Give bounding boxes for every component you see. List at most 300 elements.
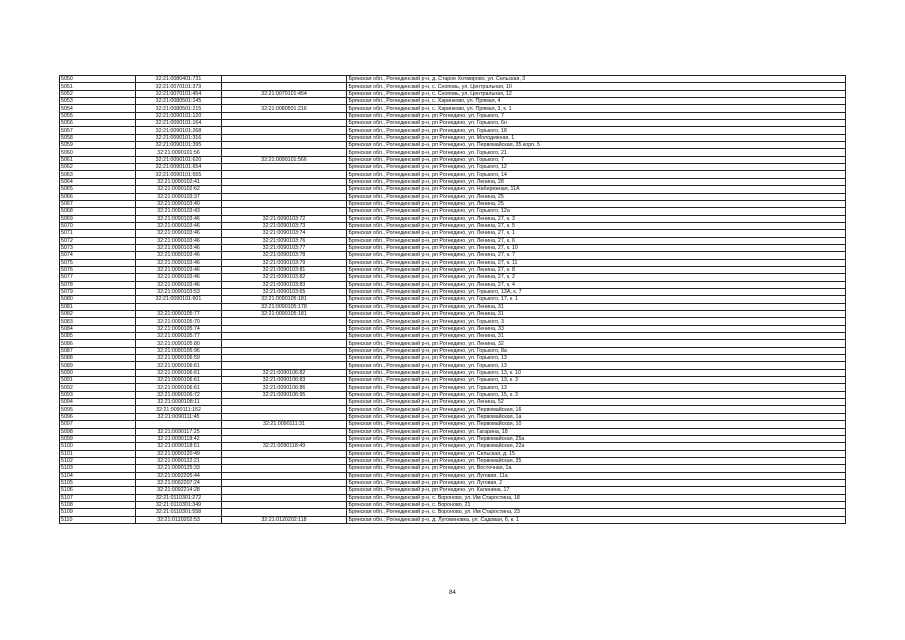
building-cadastral-cell: 32:21:0090105:181 [222, 296, 347, 303]
building-cadastral-cell [222, 435, 347, 442]
row-number-cell: 5059 [60, 142, 136, 149]
table-row [60, 156, 846, 163]
building-cadastral-cell [222, 355, 347, 362]
cadastral-number-cell: 32:21:0092207:24 [136, 479, 222, 486]
cadastral-number-cell: 32:21:0090103:37 [136, 193, 222, 200]
address-cell: Брянская обл., Рогнединский р-н, рп Рогнедино, ул. Первомайская, 22а [347, 443, 846, 450]
row-number-cell: 5058 [60, 134, 136, 141]
building-cadastral-cell: 32:21:0090103:79 [222, 259, 347, 266]
address-cell: Брянская обл., Рогнединский р-н, рп Рогнедино, ул. Луговая, 2 [347, 479, 846, 486]
cadastral-number-cell: 32:21:0090103:46 [136, 230, 222, 237]
row-number-cell: 5084 [60, 325, 136, 332]
row-number-cell: 5083 [60, 318, 136, 325]
address-cell: Брянская обл., Рогнединский р-н, с. Вороново, 21 [347, 501, 846, 508]
table-row [60, 237, 846, 244]
address-cell: Брянская обл., Рогнединский р-н, рп Рогнедино, ул. Ленина, 27, к. 2 [347, 274, 846, 281]
row-number-cell: 5054 [60, 105, 136, 112]
address-cell: Брянская обл., Рогнединский р-н, рп Рогнедино, ул. Горького, 18 [347, 127, 846, 134]
row-number-cell: 5110 [60, 516, 136, 523]
building-cadastral-cell: 32:21:0120202:118 [222, 516, 347, 523]
table-row [60, 325, 846, 332]
table-row [60, 127, 846, 134]
cadastral-number-cell: 32:21:0090103:46 [136, 281, 222, 288]
cadastral-number-cell: 32:21:0090103:43 [136, 208, 222, 215]
address-cell: Брянская обл., Рогнединский р-н, рп Рогнедино, ул. Луговая, 11а [347, 472, 846, 479]
cadastral-number-cell: 32:21:0090105:80 [136, 340, 222, 347]
address-cell: Брянская обл., Рогнединский р-н, рп Рогнедино, ул. Ленина, 27, к. 6 [347, 237, 846, 244]
table-row [60, 509, 846, 516]
address-cell: Брянская обл., Рогнединский р-н, рп Рогнедино, ул. Горького, 14 [347, 171, 846, 178]
row-number-cell: 5101 [60, 450, 136, 457]
building-cadastral-cell: 32:21:0090103:82 [222, 274, 347, 281]
cadastral-number-cell: 32:21:0092214:28 [136, 487, 222, 494]
address-cell: Брянская обл., Рогнединский р-н, с. Вороново, ул. Им Старостина, 18 [347, 494, 846, 501]
building-cadastral-cell: 32:21:0090101:566 [222, 156, 347, 163]
address-cell: Брянская обл., Рогнединский р-н, рп Рогнедино, ул. Ленина, 27, к. 1 [347, 230, 846, 237]
building-cadastral-cell [222, 362, 347, 369]
cadastral-number-cell: 32:21:0070101:379 [136, 83, 222, 90]
cadastral-number-cell: 32:21:0110301:349 [136, 501, 222, 508]
row-number-cell: 5068 [60, 208, 136, 215]
row-number-cell: 5076 [60, 266, 136, 273]
table-row [60, 112, 846, 119]
row-number-cell: 5078 [60, 281, 136, 288]
row-number-cell: 5086 [60, 340, 136, 347]
building-cadastral-cell [222, 413, 347, 420]
table-row [60, 421, 846, 428]
address-cell: Брянская обл., Рогнединский р-н, рп Рогнедино, ул. Горького, 3 [347, 318, 846, 325]
building-cadastral-cell: 32:21:0090118:49 [222, 443, 347, 450]
address-cell: Брянская обл., Рогнединский р-н, рп Рогнедино, ул. Восточная, 1а [347, 465, 846, 472]
address-cell: Брянская обл., Рогнединский р-н, рп Рогнедино, ул. Ленина, 25 [347, 200, 846, 207]
building-cadastral-cell [222, 501, 347, 508]
address-cell: Брянская обл., Рогнединский р-н, рп Рогнедино, ул. Первомайская, 10 [347, 421, 846, 428]
building-cadastral-cell: 32:21:0090103:73 [222, 222, 347, 229]
address-cell: Брянская обл., Рогнединский р-н, рп Рогнедино, ул. Ленина, 27, к. 4 [347, 281, 846, 288]
building-cadastral-cell [222, 76, 347, 83]
row-number-cell: 5080 [60, 296, 136, 303]
cadastral-number-cell: 32:21:0090105:77 [136, 333, 222, 340]
address-cell: Брянская обл., Рогнединский р-н, рп Рогнедино, ул. Ленина, 27, к. 7 [347, 252, 846, 259]
address-cell: Брянская обл., Рогнединский р-н, рп Рогнедино, ул. Горького, 8а [347, 347, 846, 354]
table-row [60, 465, 846, 472]
row-number-cell: 5102 [60, 457, 136, 464]
table-row [60, 244, 846, 251]
table-row [60, 171, 846, 178]
row-number-cell: 5097 [60, 421, 136, 428]
table-row [60, 98, 846, 105]
building-cadastral-cell [222, 457, 347, 464]
cadastral-number-cell: 32:21:0080501:215 [136, 105, 222, 112]
address-cell: Брянская обл., Рогнединский р-н, рп Рогнедино, ул. Первомайская, 16 [347, 406, 846, 413]
table-row [60, 193, 846, 200]
address-cell: Брянская обл., Рогнединский р-н, рп Рогнедино, ул. Набережная, 11А [347, 186, 846, 193]
row-number-cell: 5066 [60, 193, 136, 200]
building-cadastral-cell [222, 399, 347, 406]
building-cadastral-cell [222, 98, 347, 105]
building-cadastral-cell [222, 494, 347, 501]
building-cadastral-cell: 32:21:0090105:178 [222, 303, 347, 310]
table-row [60, 406, 846, 413]
cadastral-number-cell: 32:21:0090103:46 [136, 274, 222, 281]
table-row [60, 281, 846, 288]
table-row [60, 362, 846, 369]
registry-table [59, 75, 846, 524]
cadastral-number-cell: 32:21:0090103:46 [136, 244, 222, 251]
address-cell: Брянская обл., Рогнединский р-н, с. Вороново, ул. Им Старостина, 23 [347, 509, 846, 516]
row-number-cell: 5100 [60, 443, 136, 450]
row-number-cell: 5107 [60, 494, 136, 501]
row-number-cell: 5096 [60, 413, 136, 420]
building-cadastral-cell: 32:21:0090111:31 [222, 421, 347, 428]
address-cell: Брянская обл., Рогнединский р-н, рп Рогнедино, ул. Ленина, 27, к. 8 [347, 266, 846, 273]
cadastral-number-cell: 32:21:0090101:655 [136, 171, 222, 178]
cadastral-number-cell: 32:21:0110301:558 [136, 509, 222, 516]
building-cadastral-cell [222, 83, 347, 90]
table-row [60, 76, 846, 83]
building-cadastral-cell [222, 318, 347, 325]
building-cadastral-cell [222, 164, 347, 171]
row-number-cell: 5088 [60, 355, 136, 362]
address-cell: Брянская обл., Рогнединский р-н, рп Рогнедино, ул. Ленина, 33 [347, 325, 846, 332]
building-cadastral-cell: 32:21:0090106:82 [222, 369, 347, 376]
address-cell: Брянская обл., Рогнединский р-н, рп Рогнедино, ул. Гагарина, 18 [347, 428, 846, 435]
row-number-cell: 5085 [60, 333, 136, 340]
row-number-cell: 5098 [60, 428, 136, 435]
row-number-cell: 5104 [60, 472, 136, 479]
cadastral-number-cell: 32:21:0090103:46 [136, 237, 222, 244]
row-number-cell: 5109 [60, 509, 136, 516]
table-row [60, 450, 846, 457]
table-row [60, 252, 846, 259]
table-row [60, 472, 846, 479]
table-row [60, 340, 846, 347]
row-number-cell: 5105 [60, 479, 136, 486]
cadastral-number-cell: 32:21:0090101:654 [136, 164, 222, 171]
building-cadastral-cell: 32:21:0090103:83 [222, 281, 347, 288]
building-cadastral-cell [222, 333, 347, 340]
building-cadastral-cell [222, 450, 347, 457]
row-number-cell: 5072 [60, 237, 136, 244]
table-row [60, 208, 846, 215]
row-number-cell: 5095 [60, 406, 136, 413]
row-number-cell: 5071 [60, 230, 136, 237]
row-number-cell: 5050 [60, 76, 136, 83]
building-cadastral-cell: 32:21:0090105:181 [222, 311, 347, 318]
cadastral-number-cell: 32:21:0090105:70 [136, 318, 222, 325]
address-cell: Брянская обл., Рогнединский р-н, рп Рогнедино, ул. Ленина, 27, к. 3 [347, 215, 846, 222]
cadastral-number-cell: 32:21:0090120:49 [136, 450, 222, 457]
row-number-cell: 5074 [60, 252, 136, 259]
cadastral-number-cell: 32:21:0090101:316 [136, 134, 222, 141]
cadastral-number-cell: 32:21:0090106:59 [136, 355, 222, 362]
table-row [60, 443, 846, 450]
row-number-cell: 5099 [60, 435, 136, 442]
building-cadastral-cell [222, 134, 347, 141]
address-cell: Брянская обл., Рогнединский р-н, рп Рогнедино, ул. Ленина, 52 [347, 399, 846, 406]
cadastral-number-cell [136, 421, 222, 428]
address-cell: Брянская обл., Рогнединский р-н, рп Рогнедино, ул. Горького, 21 [347, 149, 846, 156]
table-row [60, 347, 846, 354]
row-number-cell: 5108 [60, 501, 136, 508]
row-number-cell: 5064 [60, 178, 136, 185]
row-number-cell: 5075 [60, 259, 136, 266]
row-number-cell: 5092 [60, 384, 136, 391]
building-cadastral-cell [222, 127, 347, 134]
row-number-cell: 5067 [60, 200, 136, 207]
table-row [60, 266, 846, 273]
cadastral-number-cell: 32:21:0090102:62 [136, 186, 222, 193]
address-cell: Брянская обл., Рогнединский р-н, рп Рогнедино, ул. Ленина, 27, к. 10 [347, 244, 846, 251]
cadastral-number-cell: 32:21:0090105:77 [136, 311, 222, 318]
cadastral-number-cell [136, 303, 222, 310]
row-number-cell: 5077 [60, 274, 136, 281]
building-cadastral-cell: 32:21:0090103:74 [222, 230, 347, 237]
row-number-cell: 5057 [60, 127, 136, 134]
cadastral-number-cell: 32:21:0090103:46 [136, 252, 222, 259]
row-number-cell: 5093 [60, 391, 136, 398]
table-row [60, 120, 846, 127]
table-row [60, 384, 846, 391]
row-number-cell: 5051 [60, 83, 136, 90]
cadastral-number-cell: 32:21:0090103:53 [136, 288, 222, 295]
table-row [60, 200, 846, 207]
table-row [60, 435, 846, 442]
address-cell: Брянская обл., Рогнединский р-н, рп Рогнедино, ул. Ленина, 25 [347, 193, 846, 200]
cadastral-number-cell: 32:21:0090101:268 [136, 127, 222, 134]
table-row [60, 311, 846, 318]
row-number-cell: 5087 [60, 347, 136, 354]
table-row [60, 164, 846, 171]
address-cell: Брянская обл., Рогнединский р-н, рп Рогнедино, ул. Горького, 17, к. 1 [347, 296, 846, 303]
building-cadastral-cell [222, 509, 347, 516]
address-cell: Брянская обл., Рогнединский р-н, рп Рогнедино, ул. Ленина, 31 [347, 303, 846, 310]
table-row [60, 178, 846, 185]
table-row [60, 288, 846, 295]
cadastral-number-cell: 32:21:0090105:74 [136, 325, 222, 332]
address-cell: Брянская обл., Рогнединский р-н, рп Рогнедино, ул. Горького, 7 [347, 112, 846, 119]
table-row [60, 501, 846, 508]
row-number-cell: 5056 [60, 120, 136, 127]
address-cell: Брянская обл., Рогнединский р-н, рп Рогнедино, ул. Ленина, 27, к. 5 [347, 222, 846, 229]
address-cell: Брянская обл., Рогнединский р-н, рп Рогнедино, ул. Первомайская, 35 корп. 5 [347, 142, 846, 149]
cadastral-number-cell: 32:21:0090101:56 [136, 149, 222, 156]
table-row [60, 142, 846, 149]
table-row [60, 186, 846, 193]
building-cadastral-cell [222, 186, 347, 193]
address-cell: Брянская обл., Рогнединский р-н, рп Рогнедино, ул. Первомайская, 1а [347, 413, 846, 420]
building-cadastral-cell [222, 208, 347, 215]
building-cadastral-cell: 32:21:0090103:78 [222, 252, 347, 259]
cadastral-number-cell: 32:21:0090106:61 [136, 377, 222, 384]
building-cadastral-cell: 32:21:0090103:65 [222, 288, 347, 295]
cadastral-number-cell: 32:21:0110301:272 [136, 494, 222, 501]
address-cell: Брянская обл., Рогнединский р-н, рп Рогнедино, ул. Горького, 15, к. 3 [347, 391, 846, 398]
address-cell: Брянская обл., Рогнединский р-н, с. Сноповь, ул. Центральная, 10 [347, 83, 846, 90]
address-cell: Брянская обл., Рогнединский р-н, рп Рогнедино, ул. Горького, 12а [347, 208, 846, 215]
table-row [60, 494, 846, 501]
building-cadastral-cell [222, 428, 347, 435]
building-cadastral-cell [222, 479, 347, 486]
cadastral-number-cell: 32:21:0090101:395 [136, 142, 222, 149]
building-cadastral-cell: 32:21:0090103:76 [222, 237, 347, 244]
cadastral-number-cell: 32:21:0090103:46 [136, 222, 222, 229]
table-row [60, 355, 846, 362]
row-number-cell: 5081 [60, 303, 136, 310]
row-number-cell: 5094 [60, 399, 136, 406]
table-row [60, 83, 846, 90]
address-cell: Брянская обл., Рогнединский р-н, рп Рогнедино, ул. Горького, 6н [347, 120, 846, 127]
row-number-cell: 5090 [60, 369, 136, 376]
cadastral-number-cell: 32:21:0090108:11 [136, 399, 222, 406]
cadastral-number-cell: 32:21:0090103:46 [136, 259, 222, 266]
cadastral-number-cell: 32:21:0090105:96 [136, 347, 222, 354]
building-cadastral-cell [222, 142, 347, 149]
cadastral-number-cell: 32:21:0090103:46 [136, 215, 222, 222]
table-row [60, 487, 846, 494]
cadastral-number-cell: 32:21:0090118:42 [136, 435, 222, 442]
page-number: 84 [449, 590, 456, 596]
building-cadastral-cell: 32:21:0090106:83 [222, 377, 347, 384]
cadastral-number-cell: 32:21:0090103:46 [136, 266, 222, 273]
cadastral-number-cell: 32:21:0090118:51 [136, 443, 222, 450]
building-cadastral-cell [222, 120, 347, 127]
cadastral-number-cell: 32:21:0090102:41 [136, 178, 222, 185]
building-cadastral-cell [222, 193, 347, 200]
table-row [60, 377, 846, 384]
cadastral-number-cell: 32:21:0090125:33 [136, 465, 222, 472]
address-cell: Брянская обл., Рогнединский р-н, рп Рогнедино, ул. Ленина, 32 [347, 340, 846, 347]
building-cadastral-cell: 32:21:0090103:81 [222, 266, 347, 273]
cadastral-number-cell: 32:21:0080401:731 [136, 76, 222, 83]
address-cell: Брянская обл., Рогнединский р-н, с. Сноповь, ул. Центральная, 12 [347, 90, 846, 97]
cadastral-number-cell: 32:21:0092205:44 [136, 472, 222, 479]
row-number-cell: 5079 [60, 288, 136, 295]
table-row [60, 457, 846, 464]
cadastral-number-cell: 32:21:0090101:120 [136, 112, 222, 119]
table-row [60, 222, 846, 229]
address-cell: Брянская обл., Рогнединский р-н, рп Рогнедино, ул. Калинина, 17 [347, 487, 846, 494]
row-number-cell: 5053 [60, 98, 136, 105]
address-cell: Брянская обл., Рогнединский р-н, рп Рогнедино, ул. Ленина, 31 [347, 333, 846, 340]
table-row [60, 215, 846, 222]
table-row [60, 105, 846, 112]
building-cadastral-cell [222, 347, 347, 354]
building-cadastral-cell [222, 200, 347, 207]
row-number-cell: 5091 [60, 377, 136, 384]
table-row [60, 479, 846, 486]
building-cadastral-cell [222, 112, 347, 119]
address-cell: Брянская обл., Рогнединский р-н, рп Рогнедино, ул. Горького, 13, к. 10 [347, 369, 846, 376]
table-row [60, 274, 846, 281]
address-cell: Брянская обл., Рогнединский р-н, рп Рогнедино, ул. Горького, 13А, к. 7 [347, 288, 846, 295]
cadastral-number-cell: 32:21:0090101:164 [136, 120, 222, 127]
building-cadastral-cell [222, 325, 347, 332]
row-number-cell: 5062 [60, 164, 136, 171]
row-number-cell: 5052 [60, 90, 136, 97]
table-row [60, 149, 846, 156]
address-cell: Брянская обл., Рогнединский р-н, рп Рогнедино, ул. Ленина, 28 [347, 178, 846, 185]
table-row [60, 516, 846, 523]
table-row [60, 303, 846, 310]
row-number-cell: 5069 [60, 215, 136, 222]
table-row [60, 428, 846, 435]
building-cadastral-cell: 32:21:0090103:77 [222, 244, 347, 251]
cadastral-number-cell: 32:21:0090106:61 [136, 362, 222, 369]
building-cadastral-cell: 32:21:0090106:86 [222, 384, 347, 391]
table-row [60, 259, 846, 266]
building-cadastral-cell [222, 472, 347, 479]
building-cadastral-cell: 32:21:0070101:454 [222, 90, 347, 97]
table-row [60, 296, 846, 303]
address-cell: Брянская обл., Рогнединский р-н, рп Рогнедино, ул. Горького, 7 [347, 156, 846, 163]
address-cell: Брянская обл., Рогнединский р-н, д. Старое Хотмирово, ул. Сельская, 3 [347, 76, 846, 83]
row-number-cell: 5073 [60, 244, 136, 251]
building-cadastral-cell [222, 178, 347, 185]
address-cell: Брянская обл., Рогнединский р-н, рп Рогнедино, ул. Горького, 13 [347, 355, 846, 362]
cadastral-number-cell: 32:21:0090106:61 [136, 369, 222, 376]
building-cadastral-cell: 32:21:0090106:95 [222, 391, 347, 398]
cadastral-number-cell: 32:21:0090122:21 [136, 457, 222, 464]
table-row [60, 413, 846, 420]
cadastral-number-cell: 32:21:0090101:620 [136, 156, 222, 163]
row-number-cell: 5061 [60, 156, 136, 163]
cadastral-number-cell: 32:21:0090106:72 [136, 391, 222, 398]
building-cadastral-cell [222, 171, 347, 178]
row-number-cell: 5070 [60, 222, 136, 229]
building-cadastral-cell [222, 149, 347, 156]
address-cell: Брянская обл., Рогнединский р-н, рп Рогнедино, ул. Ленина, 31 [347, 311, 846, 318]
table-row [60, 230, 846, 237]
row-number-cell: 5055 [60, 112, 136, 119]
address-cell: Брянская обл., Рогнединский р-н, рп Рогнедино, ул. Ленина, 27, к. 11 [347, 259, 846, 266]
table-row [60, 333, 846, 340]
cadastral-number-cell: 32:21:0070101:454 [136, 90, 222, 97]
address-cell: Брянская обл., Рогнединский р-н, рп Рогнедино, ул. Горького, 13 [347, 362, 846, 369]
row-number-cell: 5063 [60, 171, 136, 178]
row-number-cell: 5082 [60, 311, 136, 318]
cadastral-number-cell: 32:21:0090101:601 [136, 296, 222, 303]
registry-table-body [60, 76, 846, 524]
row-number-cell: 5089 [60, 362, 136, 369]
cadastral-number-cell: 32:21:0090106:61 [136, 384, 222, 391]
building-cadastral-cell [222, 487, 347, 494]
cadastral-number-cell: 32:21:0120202:53 [136, 516, 222, 523]
table-row [60, 134, 846, 141]
table-row [60, 90, 846, 97]
address-cell: Брянская обл., Рогнединский р-н, рп Рогнедино, ул. Первомайская, 25а [347, 435, 846, 442]
address-cell: Брянская обл., Рогнединский р-н, рп Рогнедино, ул. Первомайская, 35 [347, 457, 846, 464]
building-cadastral-cell [222, 406, 347, 413]
row-number-cell: 5103 [60, 465, 136, 472]
address-cell: Брянская обл., Рогнединский р-н, с. Харинково, ул. Прямая, 3, к. 1 [347, 105, 846, 112]
row-number-cell: 5065 [60, 186, 136, 193]
address-cell: Брянская обл., Рогнединский р-н, д. Луговиновка, ул. Садовая, 6, к. 1 [347, 516, 846, 523]
address-cell: Брянская обл., Рогнединский р-н, рп Рогнедино, ул. Сельская, д. 15 [347, 450, 846, 457]
table-row [60, 391, 846, 398]
table-row [60, 399, 846, 406]
row-number-cell: 5060 [60, 149, 136, 156]
table-row [60, 318, 846, 325]
address-cell: Брянская обл., Рогнединский р-н, рп Рогнедино, ул. Горького, 13 [347, 384, 846, 391]
cadastral-number-cell: 32:21:0090111:152 [136, 406, 222, 413]
cadastral-number-cell: 32:21:0080501:145 [136, 98, 222, 105]
building-cadastral-cell: 32:21:0080501:216 [222, 105, 347, 112]
building-cadastral-cell [222, 340, 347, 347]
cadastral-number-cell: 32:21:0090103:40 [136, 200, 222, 207]
building-cadastral-cell: 32:21:0090103:72 [222, 215, 347, 222]
row-number-cell: 5106 [60, 487, 136, 494]
